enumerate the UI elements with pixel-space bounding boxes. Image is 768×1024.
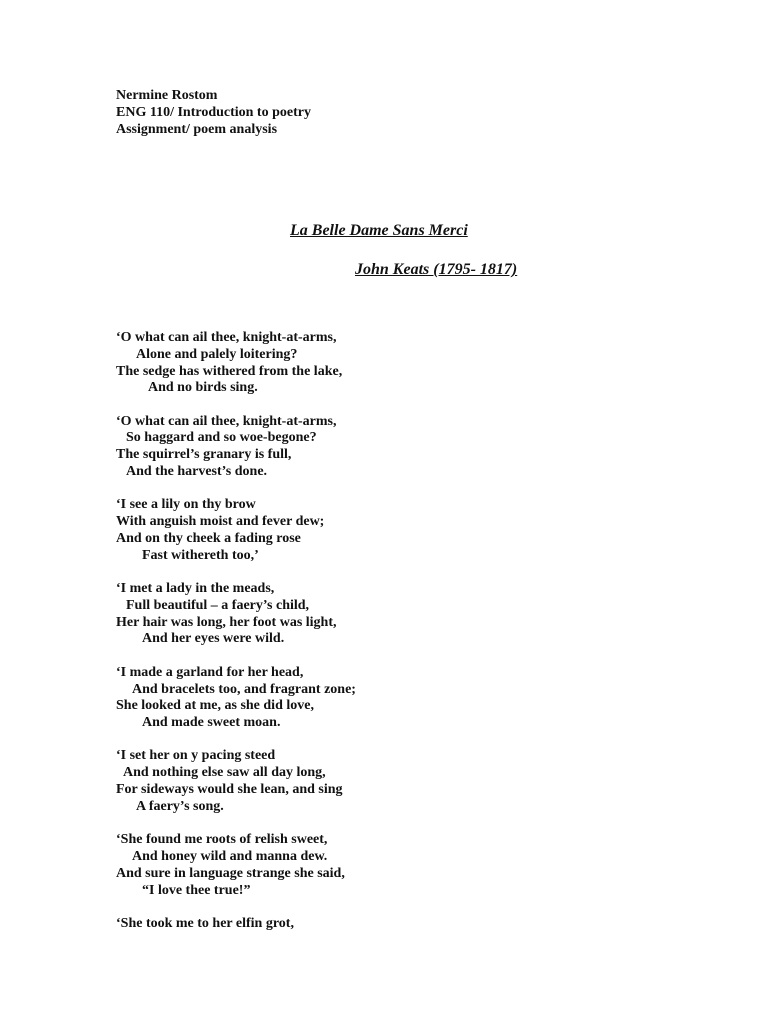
stanza [116,330,716,397]
poem-line: The squirrel’s granary is full, [116,447,292,463]
poem-line: A faery’s song. [136,798,224,814]
stanza [116,832,716,899]
poem-line: With anguish moist and fever dew; [116,514,325,530]
poem-line: For sideways would she lean, and sing [116,782,343,798]
poem-line: And no birds sing. [148,380,258,396]
header-block [116,87,311,138]
stanza [116,916,716,933]
stanza [116,665,716,732]
stanza [116,581,716,648]
poem-line: The sedge has withered from the lake, [116,363,343,379]
poem-author: John Keats (1795- 1817) [355,261,518,278]
poem-line: “I love thee true!” [142,882,251,898]
poem-line: So haggard and so woe-begone? [126,430,317,446]
course-name: ENG 110/ Introduction to poetry [116,105,311,120]
poem-line: Full beautiful – a faery’s child, [126,597,310,613]
poem-line: Alone and palely loitering? [136,346,298,362]
poem-line: Her hair was long, her foot was light, [116,614,337,630]
poem-line: ‘She found me roots of relish sweet, [116,832,328,848]
poem-line: And made sweet moan. [142,715,281,731]
poem-line: ‘I made a garland for her head, [116,664,304,680]
poem-line: And honey wild and manna dew. [132,848,328,864]
poem-line: And the harvest’s done. [126,464,268,480]
poem-line: ‘She took me to her elfin grot, [116,915,294,931]
poem-body [116,330,716,949]
poem-line: ‘O what can ail thee, knight-at-arms, [116,413,337,429]
poem-line: ‘I see a lily on thy brow [116,497,256,513]
stanza [116,748,716,815]
stanza [116,414,716,481]
poem-line: Fast withereth too,’ [142,547,259,563]
poem-line: And on thy cheek a fading rose [116,530,301,546]
poem-line: ‘I met a lady in the meads, [116,581,275,597]
poem-line: And nothing else saw all day long, [123,765,326,781]
poem-line: ‘I set her on y pacing steed [116,748,276,764]
poem-line: And sure in language strange she said, [116,865,345,881]
poem-line: She looked at me, as she did love, [116,698,314,714]
poem-line: ‘O what can ail thee, knight-at-arms, [116,330,337,345]
stanza [116,497,716,564]
poem-title: La Belle Dame Sans Merci [290,222,468,239]
assignment-title: Assignment/ poem analysis [116,122,278,137]
poem-line: And her eyes were wild. [142,631,285,647]
poem-line: And bracelets too, and fragrant zone; [132,681,356,697]
student-name: Nermine Rostom [116,88,218,103]
